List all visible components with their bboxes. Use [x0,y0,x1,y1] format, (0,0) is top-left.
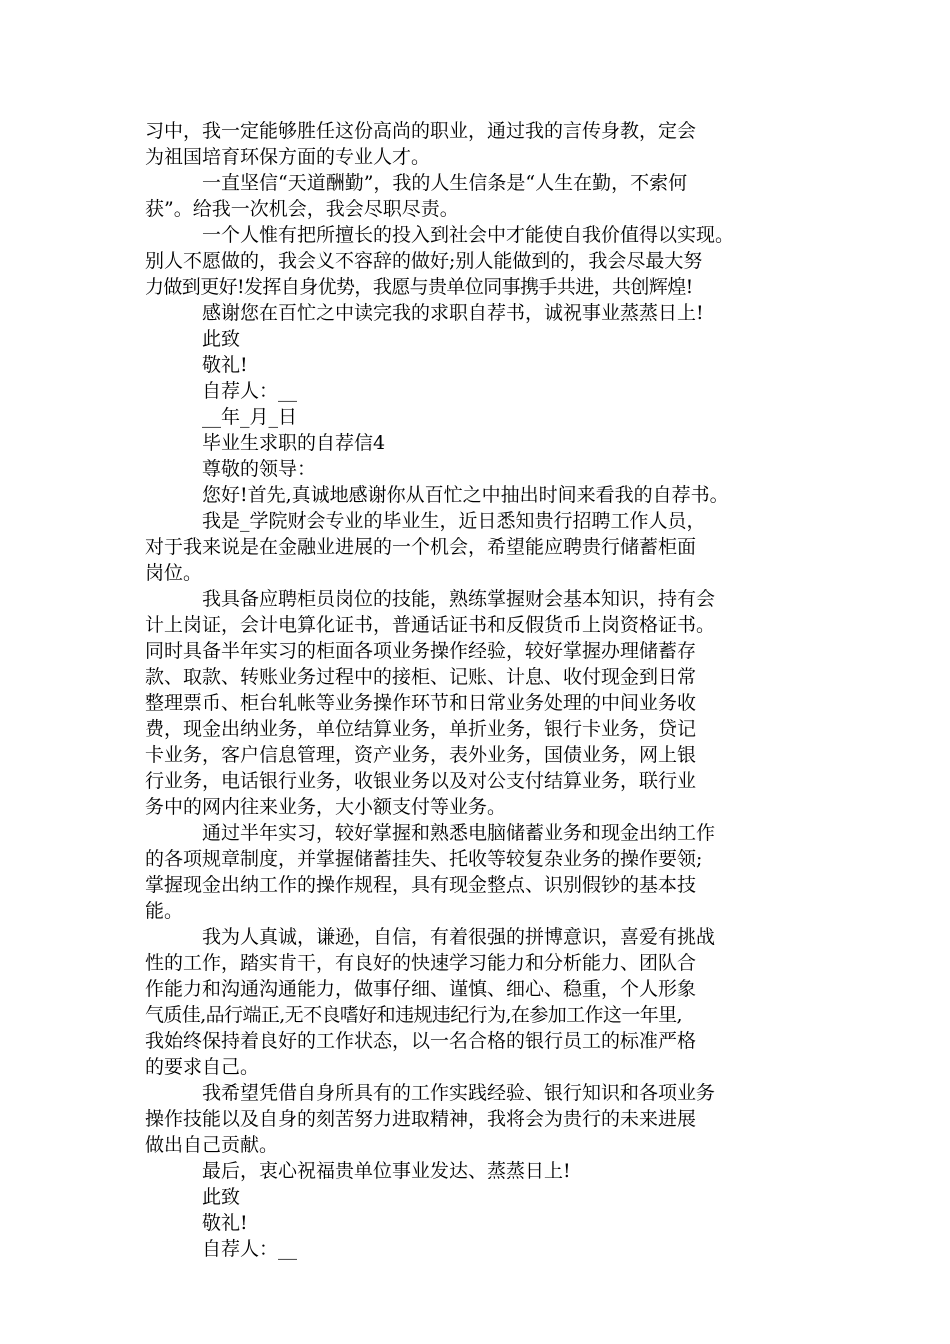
text-line: 的各项规章制度，并掌握储蓄挂失、托收等较复杂业务的操作要领; [145,848,703,870]
text-line: 一直坚信“天道酬勤”，我的人生信条是“人生在勤，不索何 [202,172,688,194]
text-line: 卡业务，客户信息管理，资产业务，表外业务，国债业务，网上银 [145,744,697,766]
text-line: 行业务，电话银行业务，收银业务以及对公支付结算业务，联行业 [145,770,697,792]
document-page [145,118,825,1262]
text-line: 通过半年实习，较好掌握和熟悉电脑储蓄业务和现金出纳工作 [202,822,716,844]
paragraph [145,508,825,586]
text-line: 做出自己贡献。 [145,1134,279,1156]
text-line: 习中，我一定能够胜任这份高尚的职业，通过我的言传身教，定会 [145,120,697,142]
paragraph [145,1080,825,1158]
text-line: 掌握现金出纳工作的操作规程，具有现金整点、识别假钞的基本技 [145,874,697,896]
text-line: 性的工作，踏实肯干，有良好的快速学习能力和分析能力、团队合 [145,952,697,974]
text-line: 我希望凭借自身所具有的工作实践经验、银行知识和各项业务 [202,1082,716,1104]
text-line: 操作技能以及自身的刻苦努力进取精神，我将会为贵行的未来进展 [145,1108,697,1130]
text-line: 我始终保持着良好的工作状态，以一名合格的银行员工的标准严格 [145,1030,697,1052]
text-line: 敬礼! [202,354,248,376]
document-body [145,118,825,1262]
paragraph [145,1236,825,1262]
text-line: 自荐人：__ [202,1238,298,1260]
text-line: 自荐人：__ [202,380,298,402]
paragraph [145,222,825,300]
paragraph [145,404,825,430]
paragraph [145,430,825,456]
paragraph [145,300,825,326]
paragraph [145,1158,825,1184]
text-line: 别人不愿做的，我会义不容辞的做好;别人能做到的，我会尽最大努 [145,250,703,272]
text-line: 尊敬的领导： [202,458,317,480]
paragraph [145,586,825,820]
text-line: 对于我来说是在金融业进展的一个机会，希望能应聘贵行储蓄柜面 [145,536,697,558]
text-line: 力做到更好!发挥自身优势，我愿与贵单位同事携手共进，共创辉煌! [145,276,693,298]
text-line: 为祖国培育环保方面的专业人才。 [145,146,431,168]
text-line: 我为人真诚，谦逊，自信，有着很强的拼博意识，喜爱有挑战 [202,926,716,948]
paragraph [145,1210,825,1236]
text-line: 务中的网内往来业务，大小额支付等业务。 [145,796,507,818]
text-line: 一个人惟有把所擅长的投入到社会中才能使自我价值得以实现。 [202,224,735,246]
text-line: 同时具备半年实习的柜面各项业务操作经验，较好掌握办理储蓄存 [145,640,697,662]
text-line: 岗位。 [145,562,203,584]
text-line: 我是_学院财会专业的毕业生，近日悉知贵行招聘工作人员， [202,510,706,532]
paragraph [145,352,825,378]
text-line: 作能力和沟通沟通能力，做事仔细、谨慎、细心、稳重，个人形象 [145,978,697,1000]
paragraph [145,326,825,352]
text-line: 您好!首先,真诚地感谢你从百忙之中抽出时间来看我的自荐书。 [202,484,729,506]
text-line: 此致 [202,328,241,350]
text-line: 款、取款、转账业务过程中的接柜、记账、计息、收付现金到日常 [145,666,697,688]
text-line: 获”。给我一次机会，我会尽职尽责。 [145,198,459,220]
text-line: 整理票币、柜台轧帐等业务操作环节和日常业务处理的中间业务收 [145,692,697,714]
text-line: 此致 [202,1186,241,1208]
paragraph [145,118,825,170]
text-line: 感谢您在百忙之中读完我的求职自荐书，诚祝事业蒸蒸日上! [202,302,704,324]
text-line: 敬礼! [202,1212,248,1234]
text-line: __年_月_日 [202,406,298,428]
paragraph [145,1184,825,1210]
text-line: 费，现金出纳业务，单位结算业务，单折业务，银行卡业务，贷记 [145,718,697,740]
text-line: 毕业生求职的自荐信4 [202,432,386,454]
paragraph [145,378,825,404]
text-line: 最后，衷心祝福贵单位事业发达、蒸蒸日上! [202,1160,571,1182]
text-line: 我具备应聘柜员岗位的技能，熟练掌握财会基本知识，持有会 [202,588,716,610]
text-line: 气质佳,品行端正,无不良嗜好和违规违纪行为,在参加工作这一年里, [145,1004,682,1026]
text-line: 能。 [145,900,184,922]
paragraph [145,170,825,222]
paragraph [145,482,825,508]
text-line: 计上岗证，会计电算化证书，普通话证书和反假货币上岗资格证书。 [145,614,716,636]
text-line: 的要求自己。 [145,1056,260,1078]
paragraph [145,924,825,1080]
paragraph [145,456,825,482]
paragraph [145,820,825,924]
